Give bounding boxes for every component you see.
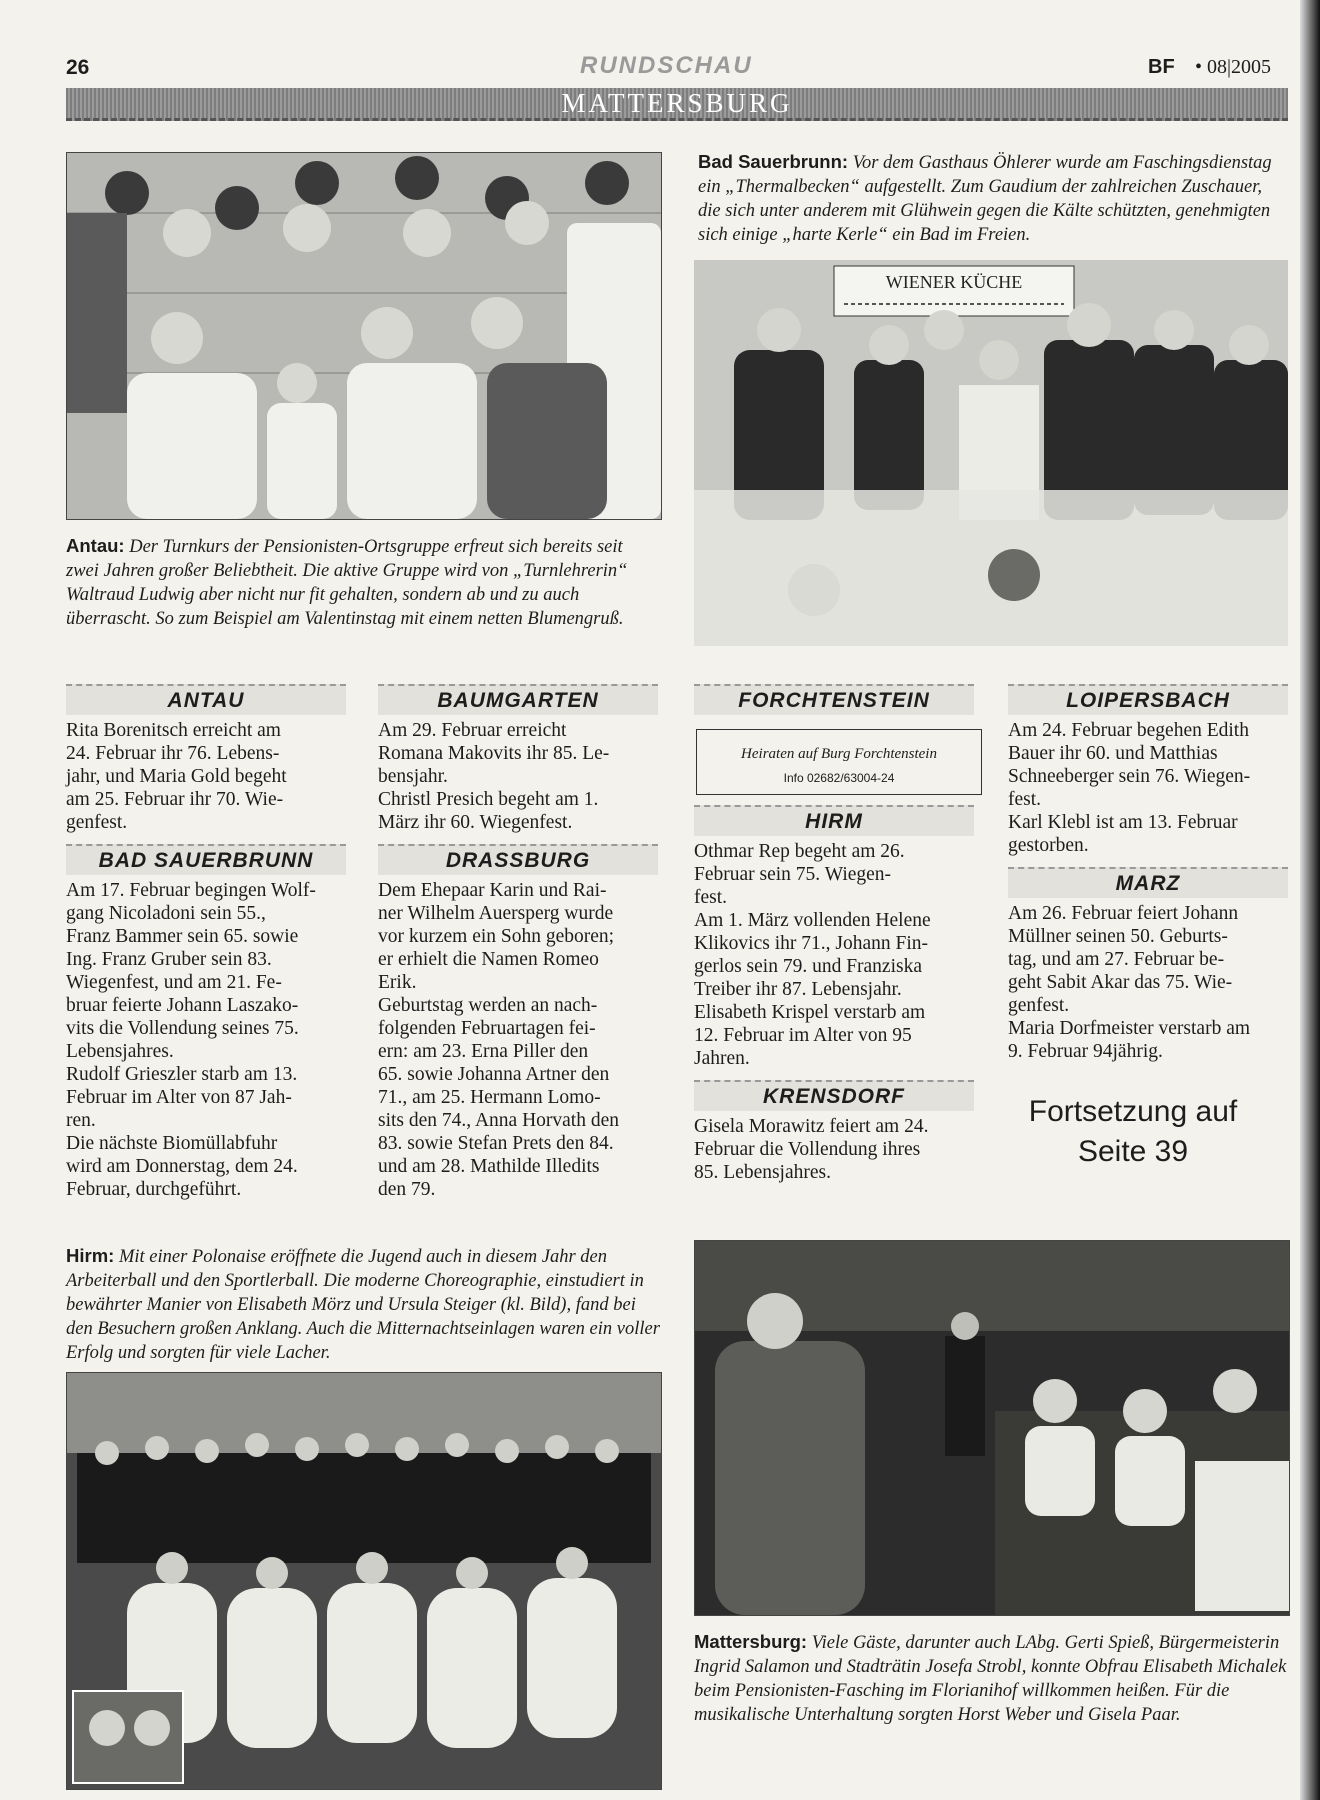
column-2 [378,684,658,1211]
section-body-baumgarten: Am 29. Februar erreicht Romana Makovits ihr 85. Le- bensjahr. Christl Presich begeht am 1. März ihr 60. Wiegenfest. [378,720,610,833]
ad-forchtenstein-info: Info 02682/63004-24 [783,771,895,785]
caption-hirm-text: Mit einer Polonaise eröffnete die Jugend auch in diesem Jahr den Arbeiterball und den Sportlerball. Die moderne Choreographie, einstudiert in bewährter Manier von Elisabeth Mörz und Ursula Steiger (kl. Bild), fand bei den Besuchern großen Anklang. Auch die Mitternachtseinlagen waren ein voller Erfolg und sorgten für viele Lacher. [66,1247,660,1363]
continuation-line-1: Fortsetzung auf [1028,1095,1238,1128]
section-title-drassburg: DRASSBURG [378,844,658,875]
section-title-krensdorf: KRENSDORF [694,1080,974,1111]
section-name: RUNDSCHAU [580,52,753,79]
caption-mattersburg [694,1630,1288,1727]
section-title-loipersbach: LOIPERSBACH [1008,684,1288,715]
publication-name: BF [1148,56,1175,78]
caption-hirm-lead: Hirm: [66,1245,115,1266]
caption-bad-sauerbrunn-lead: Bad Sauerbrunn: [698,151,849,172]
sign-wiener-kueche: WIENER KÜCHE [885,272,1023,292]
photo-hirm-ball [66,1372,662,1790]
section-body-marz: Am 26. Februar feiert Johann Müllner seinen 50. Geburts- tag, und am 27. Februar be- geht Sabit Akar das 75. Wie- genfest. Maria Dorfmeister verstarb am 9. Februar 94jährig. [1008,903,1251,1062]
region-banner [66,88,1288,121]
ad-forchtenstein-headline: Heiraten auf Burg Forchtenstein [741,746,937,762]
photo-bad-sauerbrunn-pool [694,260,1288,646]
section-title-forchtenstein: FORCHTENSTEIN [694,684,974,715]
section-title-marz: MARZ [1008,867,1288,898]
section-body-antau: Rita Borenitsch erreicht am 24. Februar ihr 76. Lebens- jahr, und Maria Gold begeht am 25. Februar ihr 70. Wie- genfest. [66,720,287,833]
region-banner-text: MATTERSBURG [561,88,793,118]
caption-bad-sauerbrunn [698,150,1288,247]
continuation-note [1008,1092,1258,1172]
caption-hirm [66,1244,660,1365]
section-body-drassburg: Dem Ehepaar Karin und Rai- ner Wilhelm Auersperg wurde vor kurzem ein Sohn geboren; er erhielt die Namen Romeo Erik. Geburtstag werden an nach- folgenden Februartagen fei- ern: am 23. Erna Piller den 65. sowie Johanna Artner den 71., am 25. Hermann Lomo- sits den 74., Anna Horvath den 83. sowie Stefan Prets den 84. und am 28. Mathilde Illedits den 79. [378,880,620,1200]
caption-mattersburg-text: Viele Gäste, darunter auch LAbg. Gerti Spieß, Bürgermeisterin Ingrid Salamon und Stadträtin Josefa Strobl, konnte Obfrau Elisabeth Michalek beim Pensionisten-Fasching im Florianihof willkommen heißen. Für die musikalische Unterhaltung sorgten Horst Weber und Gisela Paar. [694,1633,1287,1725]
caption-antau [66,534,660,631]
section-body-hirm: Othmar Rep begeht am 26. Februar sein 75. Wiegen- fest. Am 1. März vollenden Helene Klikovics ihr 71., Johann Fin- gerlos sein 79. und Franziska Treiber ihr 87. Lebensjahr. Elisabeth Krispel verstarb am 12. Februar im Alter von 95 Jahren. [694,841,931,1069]
photo-antau-group [66,152,662,520]
caption-bad-sauerbrunn-text: Vor dem Gasthaus Öhlerer wurde am Faschingsdienstag ein „Thermalbecken“ aufgestellt. Zum Gaudium der zahlreichen Zuschauer, die sich unter anderem mit Glühwein gegen die Kälte schützten, genehmigten sich einige „harte Kerle“ ein Bad im Freien. [698,153,1272,245]
section-body-krensdorf: Gisela Morawitz feiert am 24. Februar die Vollendung ihres 85. Lebensjahres. [694,1116,929,1183]
caption-antau-lead: Antau: [66,535,125,556]
section-title-baumgarten: BAUMGARTEN [378,684,658,715]
column-3 [694,684,974,1194]
ad-forchtenstein [696,729,982,795]
column-4 [1008,684,1288,1073]
continuation-line-2: Seite 39 [1077,1135,1189,1168]
column-1 [66,684,346,1211]
photo-mattersburg-fasching [694,1240,1290,1616]
page-number: 26 [66,56,90,79]
caption-antau-text: Der Turnkurs der Pensionisten-Ortsgruppe erfreut sich bereits seit zwei Jahren großer Beliebtheit. Die aktive Gruppe wird von „Turnlehrerin“ Waltraud Ludwig aber nicht nur fit gehalten, sondern ab und zu auch überrascht. So zum Beispiel am Valentinstag mit einem netten Blumengruß. [66,537,628,629]
section-title-hirm: HIRM [694,805,974,836]
section-body-bad-sauerbrunn: Am 17. Februar begingen Wolf- gang Nicoladoni sein 55., Franz Bammer sein 65. sowie Ing. Franz Gruber sein 83. Wiegenfest, und am 21. Fe- bruar feierte Johann Laszako- vits die Vollendung seines 75. Lebensjahres. Rudolf Grieszler starb am 13. Februar im Alter von 87 Jah- ren. Die nächste Biomüllabfuhr wird am Donnerstag, dem 24. Februar, durchgeführt. [66,880,316,1200]
section-body-loipersbach: Am 24. Februar begehen Edith Bauer ihr 60. und Matthias Schneeberger sein 76. Wiegen- fest. Karl Klebl ist am 13. Februar gestorben. [1008,720,1251,856]
issue-number: • 08|2005 [1195,56,1272,78]
section-title-antau: ANTAU [66,684,346,715]
caption-mattersburg-lead: Mattersburg: [694,1631,808,1652]
page-binding-shadow [1300,0,1320,1800]
section-title-bad-sauerbrunn: BAD SAUERBRUNN [66,844,346,875]
